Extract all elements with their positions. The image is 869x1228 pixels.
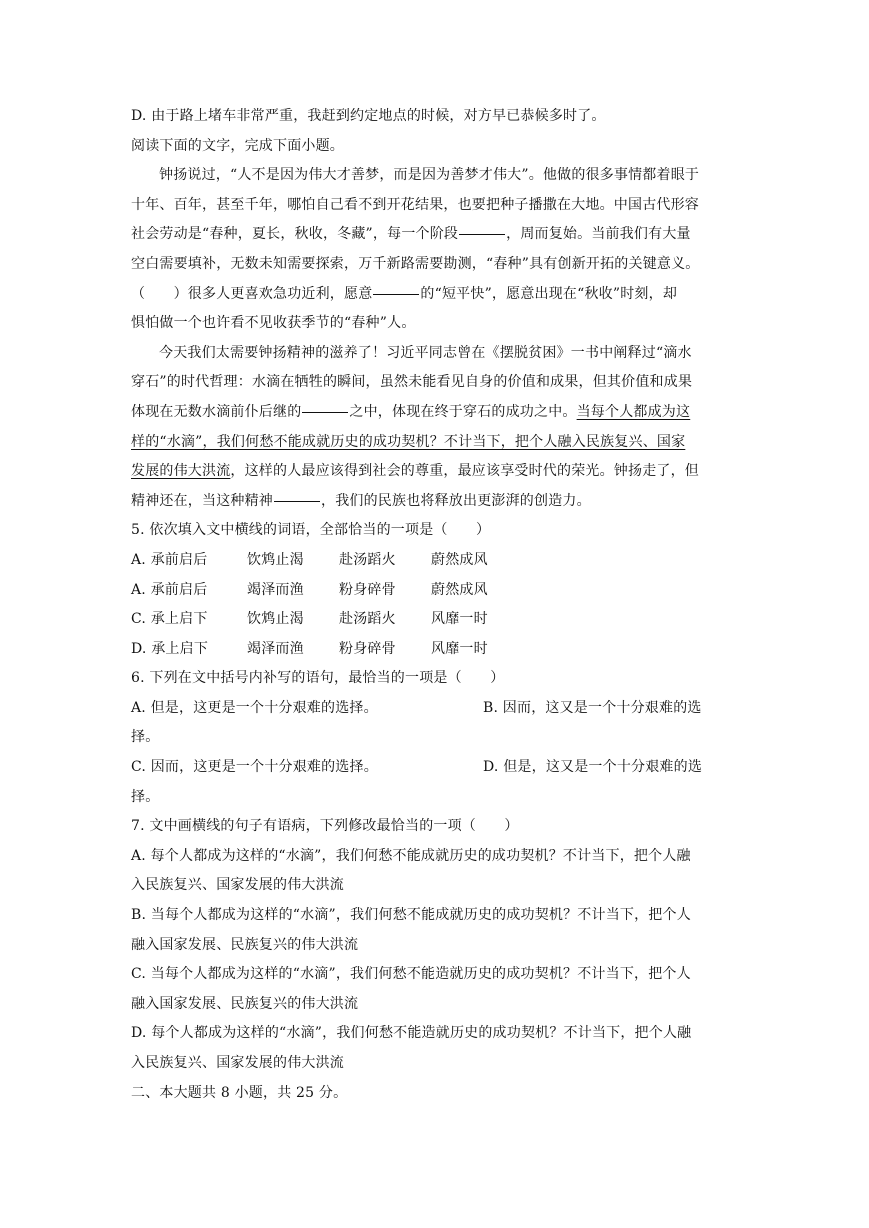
underlined-sentence: 样的“水滴”，我们何愁不能成就历史的成功契机？不计当下，把个人融入民族复兴、国家 [131,433,686,450]
option-b[interactable]: A. 承前启后 竭泽而渔 粉身碎骨 蔚然成风 [131,581,488,598]
option-d[interactable]: D. 但是，这又是一个十分艰难的选 [483,759,703,776]
document-content [131,102,739,1108]
passage-line: 钟扬说过，“人不是因为伟大才善梦，而是因为善梦才伟大”。他做的很多事情都着眼于 [159,167,700,184]
question-7 [131,812,739,1078]
option-d-continued: 入民族复兴、国家发展的伟大洪流 [131,1055,344,1071]
option-c[interactable]: C. 当每个人都成为这样的“水滴”，我们何愁不能造就历史的成功契机？不计当下，把个人 [131,966,691,983]
fill-blank-2 [373,293,419,295]
question-stem: 5. 依次填入文中横线的词语，全部恰当的一项是（ ） [131,522,491,539]
option-c[interactable]: C. 因而，这更是一个十分艰难的选择。 [131,759,378,776]
passage-line: 惧怕做一个也许看不见收获季节的“春种”人。 [131,315,416,332]
fill-blank-1 [459,233,505,235]
underlined-sentence: 发展的伟大洪流 [131,463,231,480]
option-row [131,753,739,783]
fill-blank-4 [274,500,320,502]
option-b-continued: 择。 [131,729,160,746]
passage-line: 今天我们太需要钟扬精神的滋养了！习近平同志曾在《摆脱贫困》一书中阐释过“滴水 [159,344,692,361]
question-5 [131,516,739,664]
passage-line: 空白需要填补，无数未知需要探索，万千新路需要勘测，“春种”具有创新开拓的关键意义。 [131,255,700,272]
option-c[interactable]: C. 承上启下 饮鸩止渴 赴汤蹈火 风靡一时 [131,611,488,628]
fill-blank-3 [302,411,348,413]
passage [131,161,739,516]
question-stem: 7. 文中画横线的句子有语病，下列修改最恰当的一项（ ） [131,818,519,835]
passage-line: 穿石”的时代哲理：水滴在牺牲的瞬间，虽然未能看见自身的价值和成果，但其价值和成果 [131,374,693,391]
option-d-continued: 择。 [131,788,160,805]
passage-line: （ ）很多人更喜欢急功近利，愿意 的“短平快”，愿意出现在“秋收”时刻，却 [131,285,678,302]
passage-line: 十年、百年，甚至千年，哪怕自己看不到开花结果，也要把种子播撒在大地。中国古代形容 [131,196,699,213]
reading-instruction: 阅读下面的文字，完成下面小题。 [131,137,344,154]
passage-line: 发展的伟大洪流，这样的人最应该得到社会的尊重，最应该享受时代的荣光。钟扬走了，但 [131,463,700,480]
option-d[interactable]: D. 每个人都成为这样的“水滴”，我们何愁不能造就历史的成功契机？不计当下，把个人融 [131,1025,692,1042]
option-a-continued: 入民族复兴、国家发展的伟大洪流 [131,877,344,894]
option-d[interactable]: D. 承上启下 竭泽而渔 粉身碎骨 风靡一时 [131,640,488,657]
option-b[interactable]: B. 因而，这又是一个十分艰难的选 [483,699,702,716]
passage-line: 体现在无数水滴前仆后继的 之中，体现在终于穿石的成功之中。当每个人都成为这 [131,403,691,420]
passage-line: 精神还在，当这种精神 ，我们的民族也将释放出更澎湃的创造力。 [131,492,591,509]
section-heading: 二、本大题共 8 小题，共 25 分。 [131,1084,348,1101]
option-a[interactable]: A. 但是，这更是一个十分艰难的选择。 [131,699,378,716]
option-b-continued: 融入国家发展、民族复兴的伟大洪流 [131,936,359,953]
option-row [131,694,739,724]
passage-line: 社会劳动是“春种，夏长，秋收，冬藏”，每一个阶段 ，周而复始。当前我们有大量 [131,226,691,243]
option-a[interactable]: A. 承前启后 饮鸩止渴 赴汤蹈火 蔚然成风 [131,551,488,568]
option-a[interactable]: A. 每个人都成为这样的“水滴”，我们何愁不能成就历史的成功契机？不计当下，把个人融 [131,847,691,864]
option-c-continued: 融入国家发展、民族复兴的伟大洪流 [131,995,359,1012]
q4-option-d: D. 由于路上堵车非常严重，我赶到约定地点的时候，对方早已恭候多时了。 [131,108,606,124]
option-b[interactable]: B. 当每个人都成为这样的“水滴”，我们何愁不能成就历史的成功契机？不计当下，把个人 [131,907,691,924]
question-stem: 6. 下列在文中括号内补写的语句，最恰当的一项是（ ） [131,670,505,687]
underlined-sentence: 当每个人都成为这 [576,403,691,420]
question-6 [131,664,739,812]
